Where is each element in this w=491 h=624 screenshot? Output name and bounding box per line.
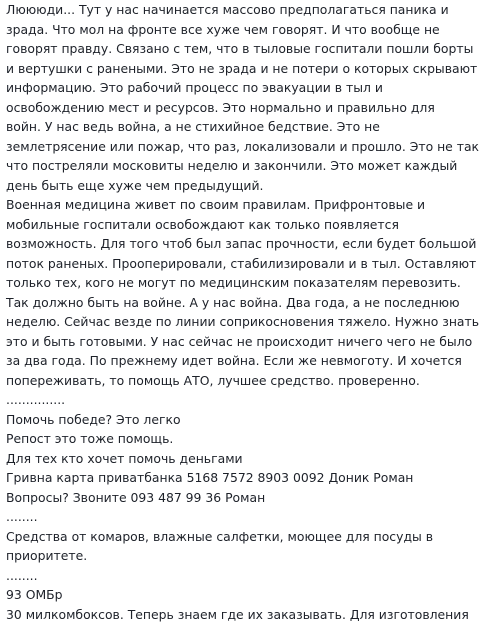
post-line-15: только тех, кого не могут по медицинским показателям перевозить. — [6, 273, 489, 293]
post-line-5: информацию. Это рабочий процесс по эвакуации в тыл и — [6, 78, 489, 98]
post-line-3: говорят правду. Связано с тем, что в тыловые госпитали пошли борты — [6, 39, 489, 59]
post-line-16: Так должно быть на войне. А у нас война. Два года, а не последнюю — [6, 293, 489, 313]
post-line-13: возможность. Для того чтоб был запас прочности, если будет большой — [6, 234, 489, 254]
post-line-brigade: 93 ОМБр — [6, 585, 489, 605]
post-line-2: зрада. Что мол на фронте все хуже чем говорят. И что вообще не — [6, 20, 489, 40]
post-line-priority-items: Средства от комаров, влажные салфетки, моющее для посуды в — [6, 527, 489, 547]
post-line-14: поток раненых. Прооперировали, стабилизировали и в тыл. Оставляют — [6, 254, 489, 274]
post-line-1: Люююди... Тут у нас начинается массово предполагаться паника и — [6, 0, 489, 20]
post-line-11: Военная медицина живет по своим правилам. Прифронтовые и — [6, 195, 489, 215]
separator-dots-1: ............... — [6, 390, 489, 410]
post-line-19: за два года. По прежнему идет война. Если же невмоготу. И хочется — [6, 351, 489, 371]
post-line-help-victory: Помочь победе? Это легко — [6, 410, 489, 430]
post-line-4: и вертушки с ранеными. Это не зрада и не потери о которых скрывают — [6, 59, 489, 79]
post-line-money-intro: Для тех кто хочет помочь деньгами — [6, 449, 489, 469]
post-text — [6, 0, 489, 624]
post-line-7: войн. У нас ведь война, а не стихийное бедствие. Это не — [6, 117, 489, 137]
post-line-bank-card: Гривна карта приватбанка 5168 7572 8903 0092 Доник Роман — [6, 468, 489, 488]
post-line-repost: Репост это тоже помощь. — [6, 429, 489, 449]
post-line-6: освобождению мест и ресурсов. Это нормально и правильно для — [6, 98, 489, 118]
separator-dots-3: ........ — [6, 566, 489, 586]
separator-dots-2: ........ — [6, 507, 489, 527]
post-line-18: это и быть готовыми. У нас сейчас не происходит ничего чего не было — [6, 332, 489, 352]
post-line-10: день быть еще хуже чем предыдущий. — [6, 176, 489, 196]
post-line-phone: Вопросы? Звоните 093 487 99 36 Роман — [6, 488, 489, 508]
post-line-12: мобильные госпитали освобождают как только появляется — [6, 215, 489, 235]
post-line-8: землетрясение или пожар, что раз, локализовали и прошло. Это не так — [6, 137, 489, 157]
post-line-milcomboxes: 30 милкомбоксов. Теперь знаем где их заказывать. Для изготовления — [6, 605, 489, 624]
post-line-17: неделю. Сейчас везде по линии соприкосновения тяжело. Нужно знать — [6, 312, 489, 332]
post-line-priority: приоритете. — [6, 546, 489, 566]
post-line-9: что постреляли московиты неделю и закончили. Это может каждый — [6, 156, 489, 176]
post-line-20: попереживать, то помощь АТО, лучшее средство. проверенно. — [6, 371, 489, 391]
